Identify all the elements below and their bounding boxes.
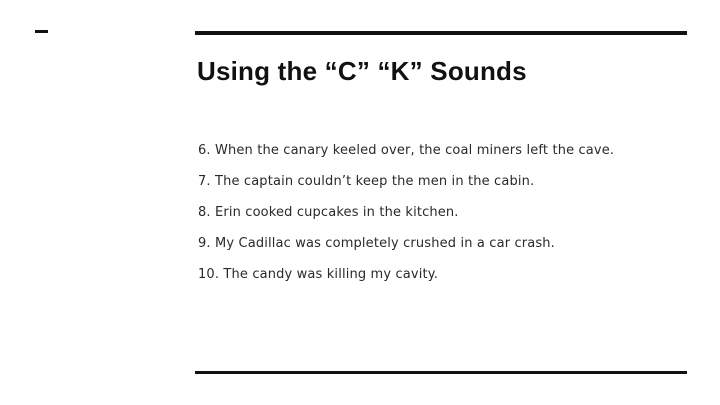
sentence-6: 6. When the canary keeled over, the coal miners left the cave. [198,143,615,158]
corner-dash [35,30,48,33]
sentence-10: 10. The candy was killing my cavity. [198,267,439,282]
sentence-7: 7. The captain couldn’t keep the men in the cabin. [198,174,535,189]
bottom-divider [195,371,687,374]
top-divider [195,31,687,35]
sentence-9: 9. My Cadillac was completely crushed in a car crash. [198,236,555,251]
sentence-list [198,141,614,296]
sentence-8: 8. Erin cooked cupcakes in the kitchen. [198,205,459,220]
slide-title: Using the “C” “K” Sounds [197,56,527,86]
